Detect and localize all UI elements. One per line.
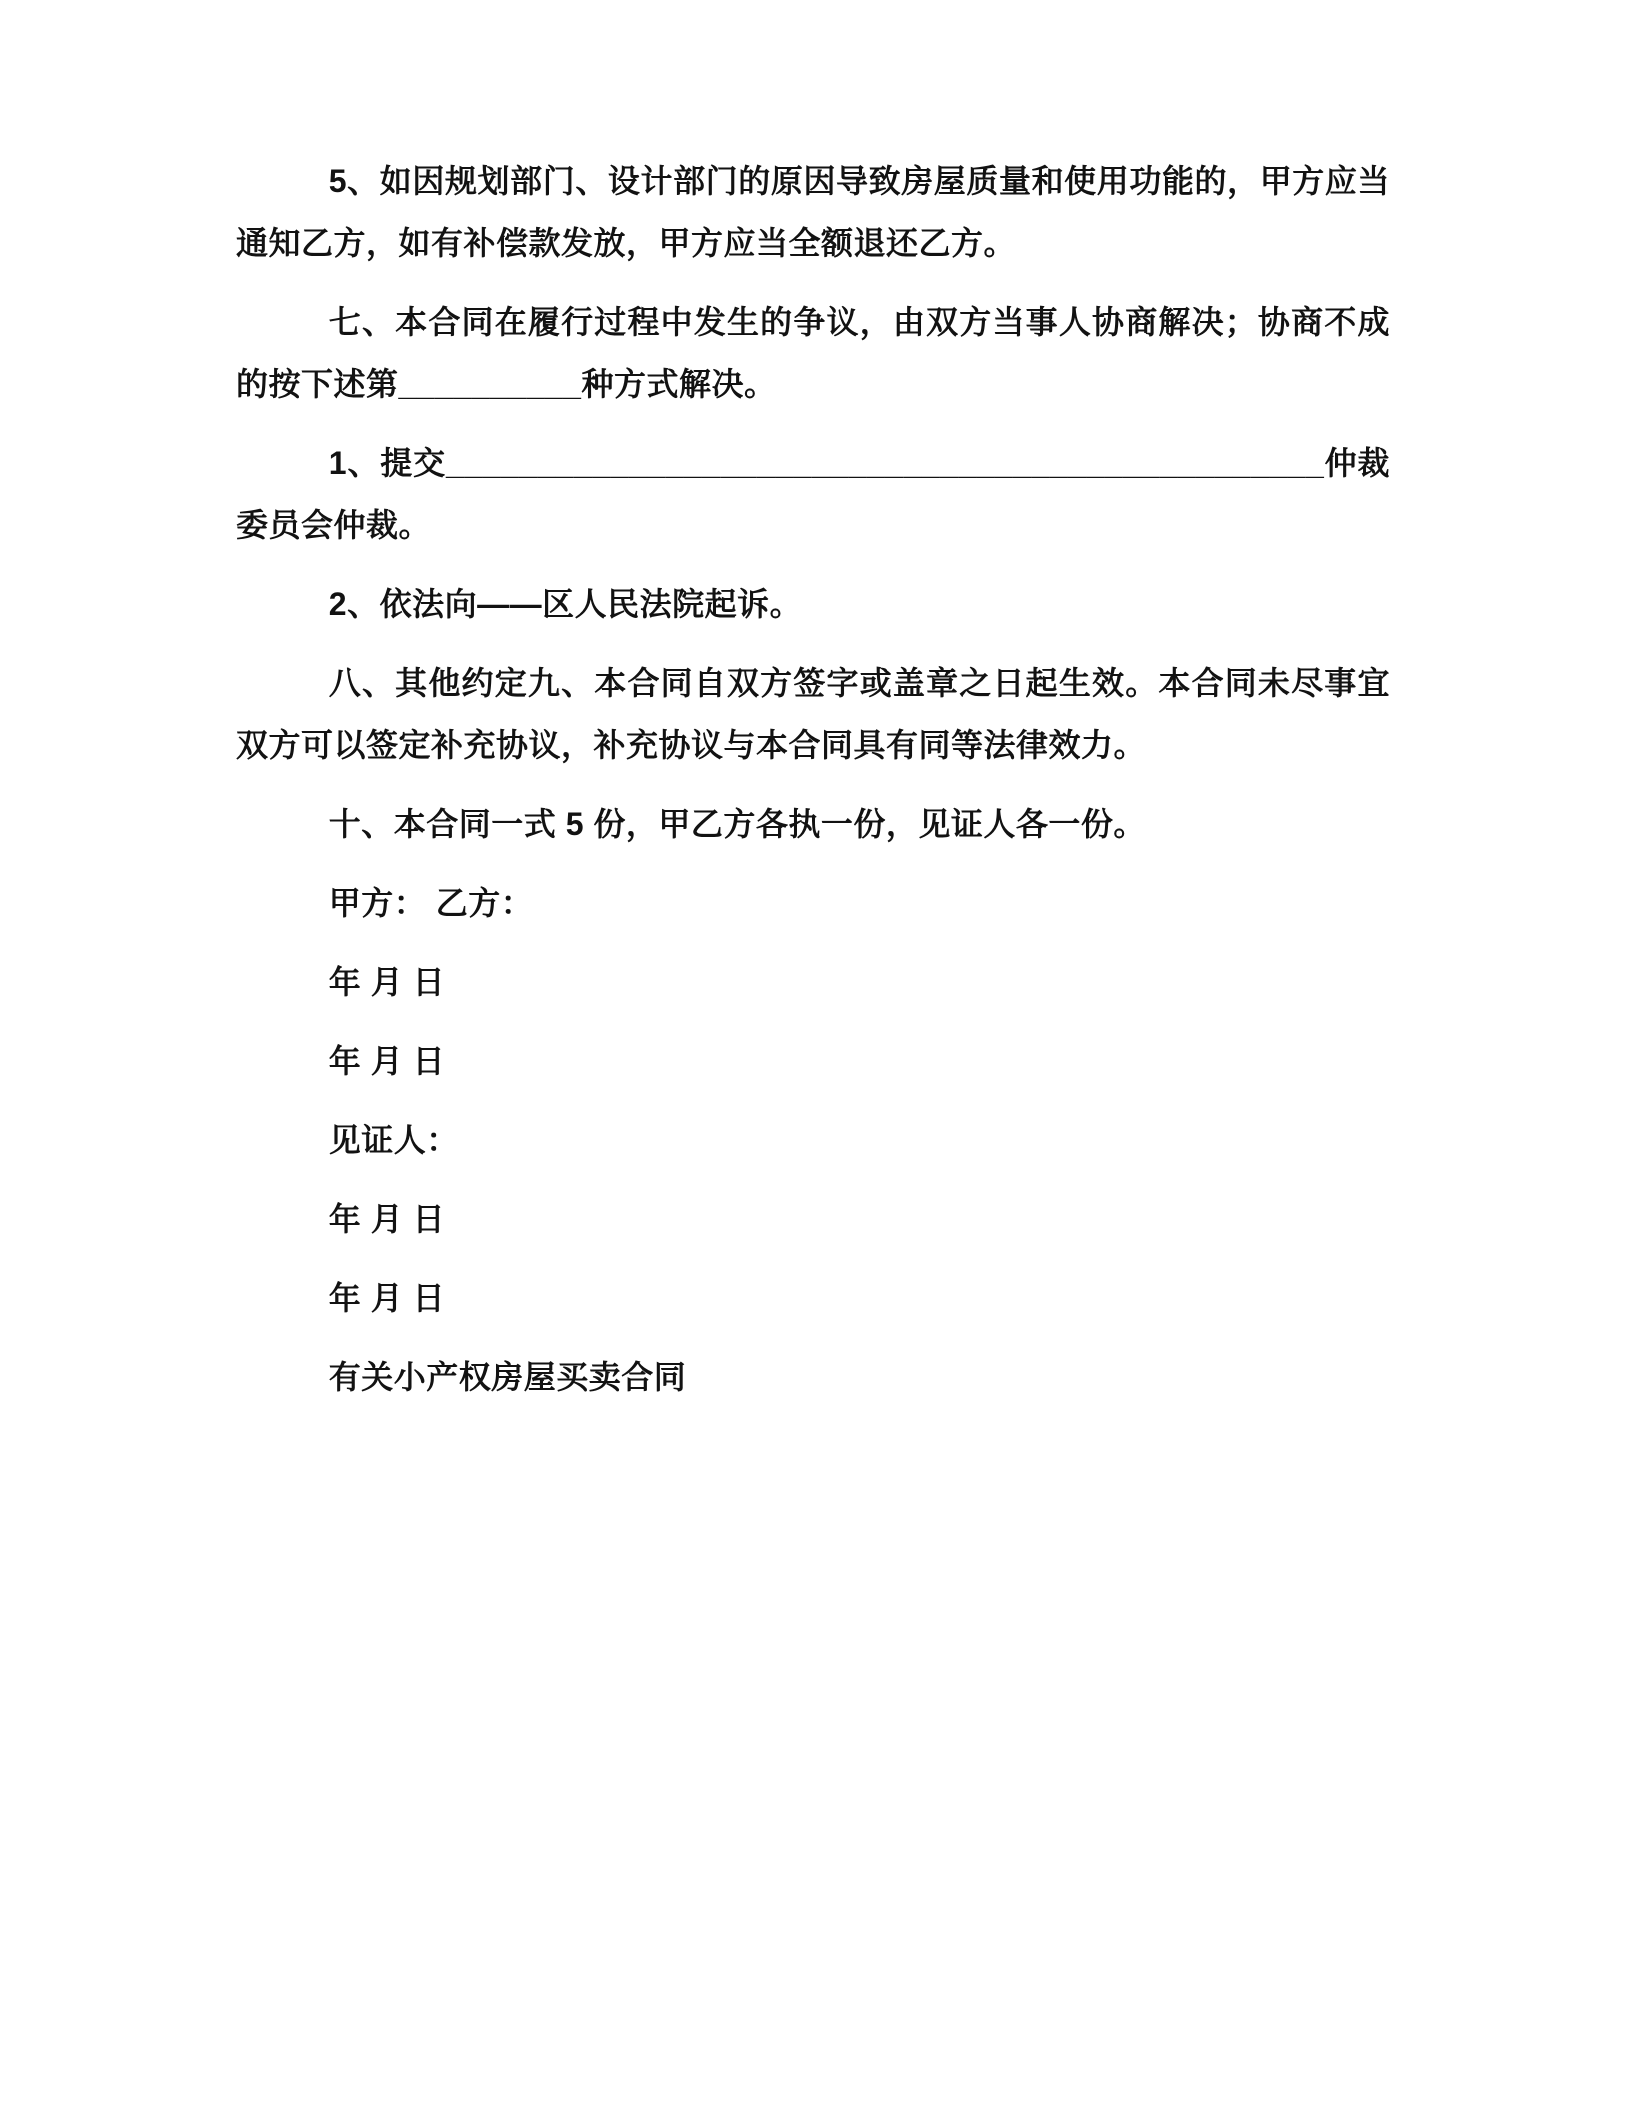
witness-label: 见证人： (328, 1122, 459, 1158)
clause-10-copies: 十、本合同一式 5 份，甲乙方各执一份，见证人各一份。 (328, 806, 1146, 842)
date-line-4: 年 月 日 (328, 1280, 446, 1316)
date-line-3: 年 月 日 (328, 1201, 446, 1237)
clause-5-planning-department: 5、如因规划部门、设计部门的原因导致房屋质量和使用功能的，甲方应当通知乙方，如有补偿款发放，甲方应当全额退还乙方。 (236, 163, 1390, 261)
next-section-title: 有关小产权房屋买卖合同 (328, 1359, 687, 1395)
clause-7-option-2-court: 2、依法向——区人民法院起诉。 (328, 586, 803, 622)
clause-7-option-1-arbitration: 1、提交________________________________________________仲裁委员会仲裁。 (236, 445, 1390, 543)
clause-8-9-other-agreements: 八、其他约定九、本合同自双方签字或盖章之日起生效。本合同未尽事宜双方可以签定补充协议，补充协议与本合同具有同等法律效力。 (236, 665, 1390, 763)
signature-party-a-party-b: 甲方： 乙方： (328, 885, 534, 921)
date-line-2: 年 月 日 (328, 1043, 446, 1079)
clause-7-dispute-resolution: 七、本合同在履行过程中发生的争议，由双方当事人协商解决；协商不成的按下述第__________种方式解决。 (236, 304, 1390, 402)
date-line-1: 年 月 日 (328, 964, 446, 1000)
